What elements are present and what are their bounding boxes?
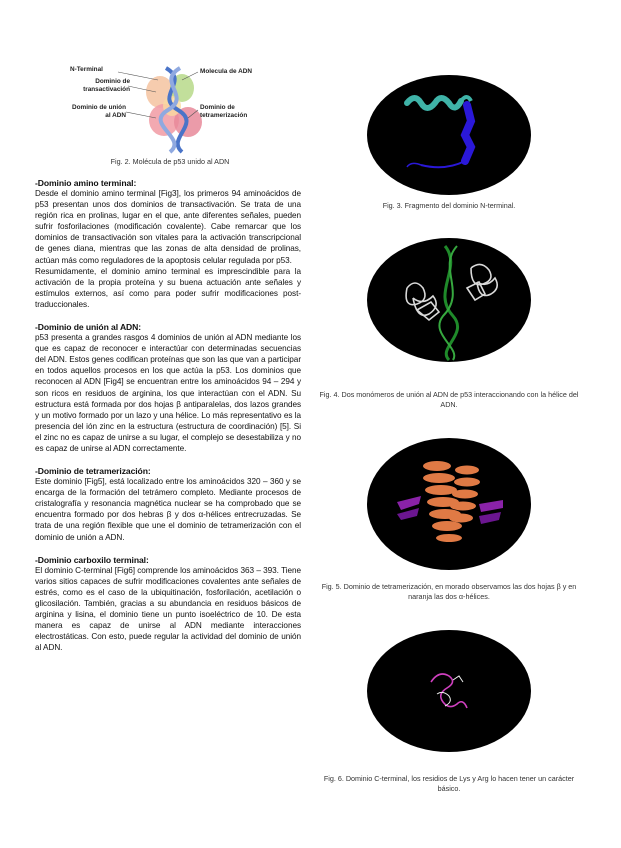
section-carboxyl-terminal — [35, 555, 301, 654]
fig3-caption: Fig. 3. Fragmento del dominio N-terminal. — [382, 201, 516, 210]
section-amino-terminal — [35, 178, 301, 310]
label-transactivation: Dominio de transactivación — [83, 78, 130, 93]
label-dna-molecule: Molecula de ADN — [200, 68, 252, 75]
section-tetramerization — [35, 466, 301, 543]
paragraph: El dominio C-terminal [Fig6] comprende los aminoácidos 363 – 393. Tiene varios sitios capaces de sufrir modificaciones covalentes ante señales de estrés, como es el caso de la ubiquitinación, fosforilación, acetilación o glicosilación. También, gracias a su abundancia en residuos básicos de arginina y lisina, el dominio tiene un punto isoeléctrico de 10. De esta manera es capaz de unirse al ADN mediante interacciones electrostáticas. Con esto, puede regular la actividad del dominio de unión al ADN. — [35, 565, 301, 653]
fig2-caption: Fig. 2. Molécula de p53 unido al ADN — [110, 157, 230, 166]
section-dna-binding — [35, 322, 301, 454]
section-body — [35, 476, 301, 543]
section-heading: -Dominio de tetramerización: — [35, 466, 151, 477]
fig3-image — [367, 75, 531, 195]
section-heading: -Dominio amino terminal: — [35, 178, 137, 188]
fig2-illustration — [70, 62, 280, 154]
fig6-image — [367, 630, 531, 752]
section-body — [35, 332, 301, 454]
paragraph: Este dominio [Fig5], está localizado entre los aminoácidos 320 – 360 y se encarga de la formación del tetrámero completo. Mediante procesos de cristalografía y resonancia magnética nuclear se ha comprobado que se encuentra formado por dos hebras β y dos α-hélices entrecruzadas. Se trata de una región flexible que une el dominio de tetramerización con el dominio de unión a ADN. — [35, 477, 301, 542]
paragraph: Resumidamente, el dominio amino terminal es imprescindible para la activación de la propia proteína y su buena actuación ante señales y estímulos externos, así como para poder sufrir modificaciones post-traduccionales. — [35, 266, 301, 309]
section-body — [35, 565, 301, 654]
fig4-image — [367, 238, 531, 362]
paragraph: Desde el dominio amino terminal [Fig3], los primeros 94 aminoácidos de p53 presentan unos dos dominios de transactivación. Se trata de una región rica en prolinas, lugar en el que, ante diferentes señales, pueden sufrir fosforilaciones (modificación covalente). Cabe remarcar que los dominios de transactivación son vitales para la activación transcripcional de genes diana, mientras que las zonas de alta densidad de prolinas, actúan más como reguladores de la apoptosis celular regulada por p53. — [35, 189, 301, 265]
label-tetramerization: Dominio de tetramerización — [200, 104, 248, 119]
fig6-caption: Fig. 6. Dominio C-terminal, los residios de Lys y Arg lo hacen tener un carácter básico. — [323, 774, 575, 793]
label-n-terminal: N-Terminal — [70, 66, 103, 73]
fig5-image — [367, 438, 531, 570]
fig4-caption: Fig. 4. Dos monómeros de unión al ADN de p53 interaccionando con la hélice del ADN. — [319, 390, 579, 409]
fig5-caption: Fig. 5. Dominio de tetramerización, en morado observamos las dos hojas β y en naranja las dos α-hélices. — [321, 582, 577, 601]
section-heading: -Dominio de unión al ADN: — [35, 322, 142, 333]
section-body — [35, 188, 301, 310]
label-dna-binding: Dominio de unión al ADN — [72, 104, 126, 119]
text-column — [35, 178, 301, 653]
section-heading: -Dominio carboxilo terminal: — [35, 554, 149, 565]
paragraph: p53 presenta a grandes rasgos 4 dominios de unión al ADN mediante los que es capaz de reconocer e interactúar con determinadas secuencias del ADN. Estos genes codifican proteínas que son las que van a participar en todos aquellos procesos en los que actúa la p53. Los dominios que reconocen al ADN [Fig4] se encuentran entre los aminoácidos 94 – 294 y son ricos en residuos de arginina, los que interactúan con el ADN. Su estructura está formada por dos hojas β antiparalelas, dos lazos grandes y un motivo formado por un lazo y una hélice. Lo más representativo es la presencia del ión zinc en la estructura (estructura de coordinación) [5]. Si el zinc no es capaz de unirse a su lugar, el complejo se desestabiliza y no es capaz de unirse al ADN correctamente. — [35, 333, 301, 453]
